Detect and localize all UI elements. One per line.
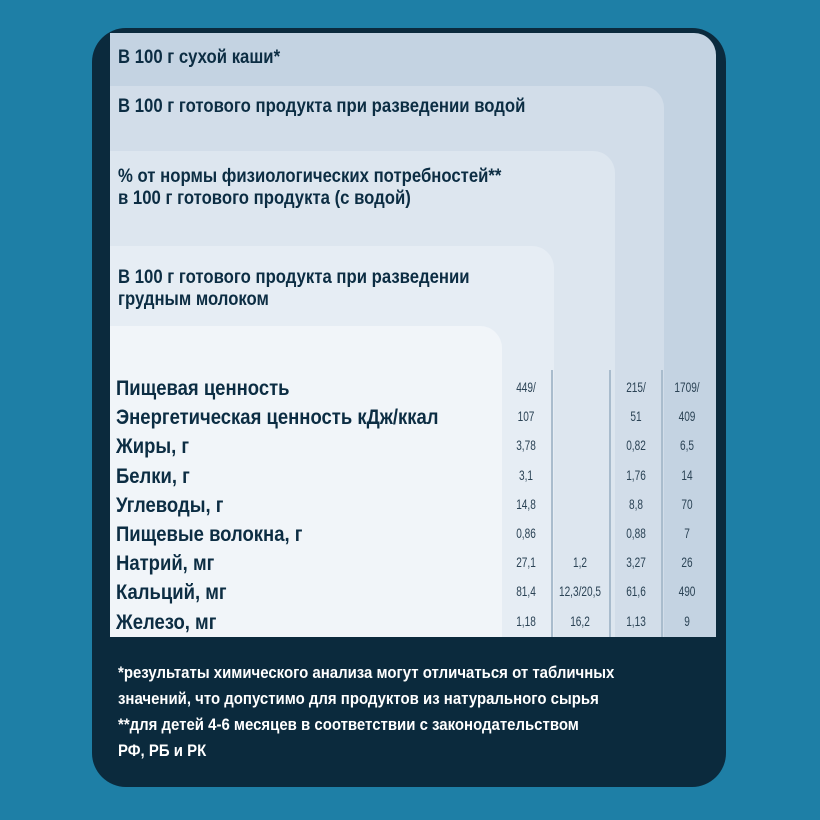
value-dry: 26 bbox=[681, 554, 693, 571]
value-milk: 3,1 bbox=[518, 466, 534, 483]
footnote-line: **для детей 4-6 месяцев в соответствии с законодательством bbox=[118, 715, 579, 734]
footnote-line: *результаты химического анализа могут отличаться от табличных bbox=[118, 663, 615, 682]
value-dry: 9 bbox=[684, 612, 690, 629]
value-water: 0,82 bbox=[626, 437, 646, 454]
value-dry: 490 bbox=[678, 583, 696, 600]
row-label: Натрий, мг bbox=[116, 552, 215, 576]
heading-percent-line2: в 100 г готового продукта (с водой) bbox=[118, 188, 411, 209]
value-water: 61,6 bbox=[626, 583, 646, 600]
heading-water: В 100 г готового продукта при разведении водой bbox=[118, 96, 526, 117]
value-milk: 14,8 bbox=[516, 495, 536, 512]
value-dry: 1709/ bbox=[674, 379, 700, 395]
value-percent: 12,3/20,5 bbox=[558, 583, 602, 600]
value-water: 0,88 bbox=[626, 525, 646, 541]
value-milk: 1,18 bbox=[516, 612, 536, 629]
value-water: 215/ bbox=[626, 379, 646, 395]
row-label: Углеводы, г bbox=[116, 493, 224, 517]
row-label: Железо, мг bbox=[116, 610, 217, 634]
value-milk: 81,4 bbox=[516, 583, 536, 600]
value-water: 8,8 bbox=[628, 495, 644, 512]
value-water: 3,27 bbox=[626, 554, 646, 571]
row-label: Энергетическая ценность кДж/ккал bbox=[116, 406, 439, 430]
value-percent: 16,2 bbox=[570, 612, 590, 629]
value-milk: 27,1 bbox=[516, 554, 536, 571]
value-milk: 449/ bbox=[516, 379, 536, 395]
row-label: Белки, г bbox=[116, 464, 190, 488]
value-percent: 1,2 bbox=[572, 554, 588, 571]
heading-percent-line1: % от нормы физиологических потребностей** bbox=[118, 166, 502, 187]
value-dry: 7 bbox=[684, 525, 690, 541]
value-dry: 14 bbox=[681, 466, 693, 483]
value-milk: 107 bbox=[517, 408, 535, 425]
row-label: Жиры, г bbox=[116, 435, 190, 459]
value-milk: 3,78 bbox=[516, 437, 536, 454]
value-water: 51 bbox=[630, 408, 642, 425]
heading-milk-line2: грудным молоком bbox=[118, 289, 269, 310]
heading-milk-line1: В 100 г готового продукта при разведении bbox=[118, 267, 470, 288]
value-water: 1,76 bbox=[626, 466, 646, 483]
footnote-line: значений, что допустимо для продуктов из натурального сырья bbox=[118, 689, 599, 708]
value-water: 1,13 bbox=[626, 612, 646, 629]
value-milk: 0,86 bbox=[516, 525, 536, 541]
value-dry: 409 bbox=[678, 408, 696, 425]
heading-dry: В 100 г сухой каши* bbox=[118, 47, 281, 68]
row-label: Кальций, мг bbox=[116, 581, 227, 605]
value-dry: 70 bbox=[681, 495, 693, 512]
row-label: Пищевые волокна, г bbox=[116, 523, 303, 546]
row-label: Пищевая ценность bbox=[116, 377, 290, 400]
value-dry: 6,5 bbox=[679, 437, 695, 454]
footnote-line: РФ, РБ и РК bbox=[118, 741, 207, 760]
